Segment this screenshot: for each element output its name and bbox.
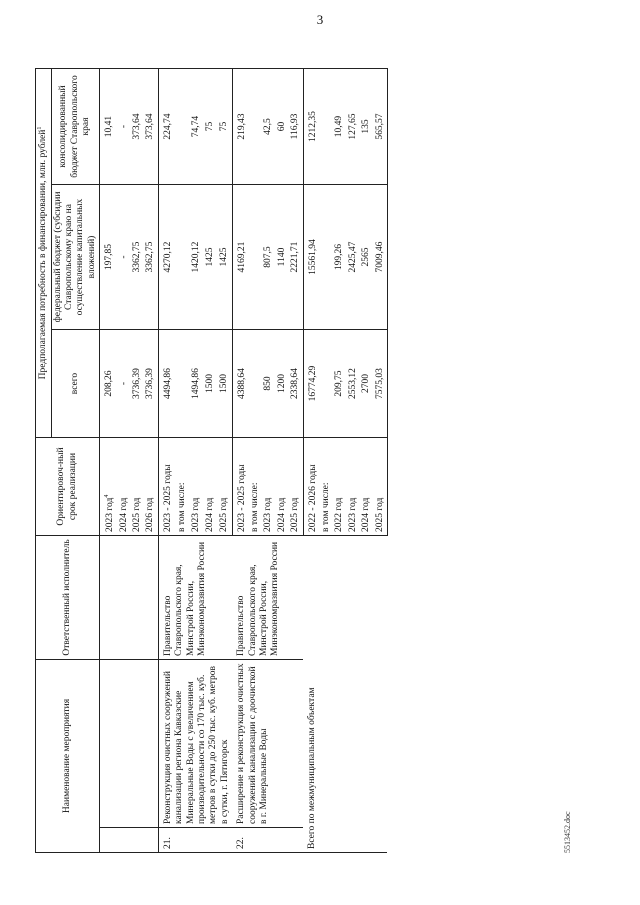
federal-cell: 1140	[276, 185, 289, 330]
federal-cell: 2221,71	[289, 185, 303, 330]
federal-cell: 15561,94	[303, 185, 320, 330]
footer-docname: 5513452.doc	[563, 811, 572, 853]
regional-cell: 75	[204, 68, 218, 184]
table-row	[144, 68, 158, 852]
number-cell	[100, 828, 118, 853]
summary-row	[303, 68, 320, 852]
table-body	[100, 68, 388, 852]
term-cell: в том числе:	[320, 438, 333, 536]
number-cell	[144, 828, 158, 853]
regional-cell	[320, 68, 333, 184]
federal-cell: 2425,47	[347, 185, 360, 330]
header-regional: консолидированный бюджет Ставропольского края	[51, 68, 100, 184]
term-cell: 2025 год	[131, 438, 144, 536]
term-cell: в том числе:	[249, 438, 262, 536]
header-funding-group-text: Предполагаемая потребность в финансировании, млн. рублей	[38, 129, 49, 380]
term-cell: 2024 год	[204, 438, 218, 536]
total-cell	[320, 330, 333, 438]
term-cell	[100, 438, 118, 536]
term-cell: 2024 год	[276, 438, 289, 536]
executor-cell	[144, 536, 158, 660]
term-cell: 2023 год	[190, 438, 204, 536]
federal-cell: 7009,46	[374, 185, 388, 330]
name-cell	[131, 660, 144, 828]
regional-cell: -	[118, 68, 131, 184]
term-cell: 2025 год	[218, 438, 233, 536]
number-cell	[131, 828, 144, 853]
regional-cell: 127,65	[347, 68, 360, 184]
number-cell: 22.	[232, 828, 303, 853]
term-cell: 2025 год	[289, 438, 303, 536]
regional-cell: 219,43	[232, 68, 249, 184]
term-cell: 2024 год	[118, 438, 131, 536]
federal-cell: 2565	[360, 185, 373, 330]
table-header	[36, 68, 100, 852]
header-funding-footnote: 1	[37, 126, 43, 130]
header-funding-group	[36, 68, 52, 437]
total-cell: 1200	[276, 330, 289, 438]
federal-cell: 1425	[218, 185, 233, 330]
summary-label: Всего по межмуниципальным объектам	[303, 536, 387, 853]
executor-cell	[100, 536, 118, 660]
federal-cell: 807,5	[262, 185, 275, 330]
regional-cell: 10,49	[333, 68, 346, 184]
term-cell: 2024 год	[360, 438, 373, 536]
total-cell: 209,75	[333, 330, 346, 438]
executor-cell	[118, 536, 131, 660]
total-cell: -	[118, 330, 131, 438]
regional-cell	[249, 68, 262, 184]
total-cell: 2553,12	[347, 330, 360, 438]
federal-cell: -	[118, 185, 131, 330]
federal-cell	[176, 185, 190, 330]
federal-cell: 4169,21	[232, 185, 249, 330]
term-cell: 2026 год	[144, 438, 158, 536]
name-cell: Реконструкция очистных сооружений канализации региона Кавказские Минеральные Воды с увеличением производительности со 170 тыс. куб. метров в сутки до 250 тыс. куб. метров в сутки, г. Пятигорск	[158, 660, 232, 828]
regional-cell: 75	[218, 68, 233, 184]
table-row	[100, 68, 118, 852]
term-cell: 2023 - 2025 годы	[232, 438, 249, 536]
total-cell: 2338,64	[289, 330, 303, 438]
regional-cell: 565,57	[374, 68, 388, 184]
number-cell	[118, 828, 131, 853]
regional-cell: 1212,35	[303, 68, 320, 184]
table-row	[232, 68, 249, 852]
total-cell: 208,26	[100, 330, 118, 438]
total-cell: 2700	[360, 330, 373, 438]
regional-cell: 42,5	[262, 68, 275, 184]
federal-cell: 1420,12	[190, 185, 204, 330]
regional-cell: 116,93	[289, 68, 303, 184]
total-cell: 3736,39	[131, 330, 144, 438]
header-name: Наименование мероприятия	[36, 660, 100, 853]
regional-cell: 74,74	[190, 68, 204, 184]
header-federal: федеральный бюджет (субсидии Ставропольскому краю на осуществление капитальных вложений)	[51, 185, 100, 330]
funding-table	[35, 68, 388, 853]
federal-cell: 3362,75	[144, 185, 158, 330]
page-number: 3	[316, 12, 324, 27]
federal-cell	[249, 185, 262, 330]
regional-cell: 373,64	[144, 68, 158, 184]
total-cell: 16774,29	[303, 330, 320, 438]
federal-cell: 1425	[204, 185, 218, 330]
total-cell: 4388,64	[232, 330, 249, 438]
total-cell: 3736,39	[144, 330, 158, 438]
executor-cell: Правительство Ставропольского края, Минстрой России, Минэкономразвития России	[158, 536, 232, 660]
name-cell	[100, 660, 118, 828]
regional-cell	[176, 68, 190, 184]
table-row	[131, 68, 144, 852]
total-cell: 1494,86	[190, 330, 204, 438]
header-executor: Ответственный исполнитель	[36, 536, 100, 660]
header-term: Ориентировоч-ный срок реализации	[36, 438, 100, 536]
term-cell: в том числе:	[176, 438, 190, 536]
regional-cell: 373,64	[131, 68, 144, 184]
total-cell: 1500	[204, 330, 218, 438]
term-cell: 2022 - 2026 годы	[303, 438, 320, 536]
regional-cell: 60	[276, 68, 289, 184]
federal-cell: 3362,75	[131, 185, 144, 330]
regional-cell: 224,74	[158, 68, 176, 184]
federal-cell: 4270,12	[158, 185, 176, 330]
term-cell: 2023 год	[262, 438, 275, 536]
term-text: 2023 год	[105, 497, 116, 532]
name-cell: Расширение и реконструкция очистных сооружений канализации с доочисткой в г. Минеральные Воды	[232, 660, 303, 828]
number-cell: 21.	[158, 828, 232, 853]
federal-cell: 199,26	[333, 185, 346, 330]
federal-cell: 197,85	[100, 185, 118, 330]
table-row	[118, 68, 131, 852]
term-cell: 2025 год	[374, 438, 388, 536]
total-cell: 850	[262, 330, 275, 438]
total-cell	[176, 330, 190, 438]
regional-cell: 135	[360, 68, 373, 184]
executor-cell	[131, 536, 144, 660]
total-cell	[249, 330, 262, 438]
table-row	[158, 68, 176, 852]
term-footnote: 4	[104, 494, 111, 498]
header-total: всего	[51, 330, 100, 438]
total-cell: 7575,03	[374, 330, 388, 438]
name-cell	[118, 660, 131, 828]
term-cell: 2023 - 2025 годы	[158, 438, 176, 536]
executor-cell: Правительство Ставропольского края, Минстрой России, Минэкономразвития России	[232, 536, 303, 660]
regional-cell: 10,41	[100, 68, 118, 184]
federal-cell	[320, 185, 333, 330]
total-cell: 1500	[218, 330, 233, 438]
name-cell	[144, 660, 158, 828]
rotated-sheet	[35, 53, 585, 853]
term-cell: 2022 год	[333, 438, 346, 536]
total-cell: 4494,86	[158, 330, 176, 438]
term-cell: 2023 год	[347, 438, 360, 536]
